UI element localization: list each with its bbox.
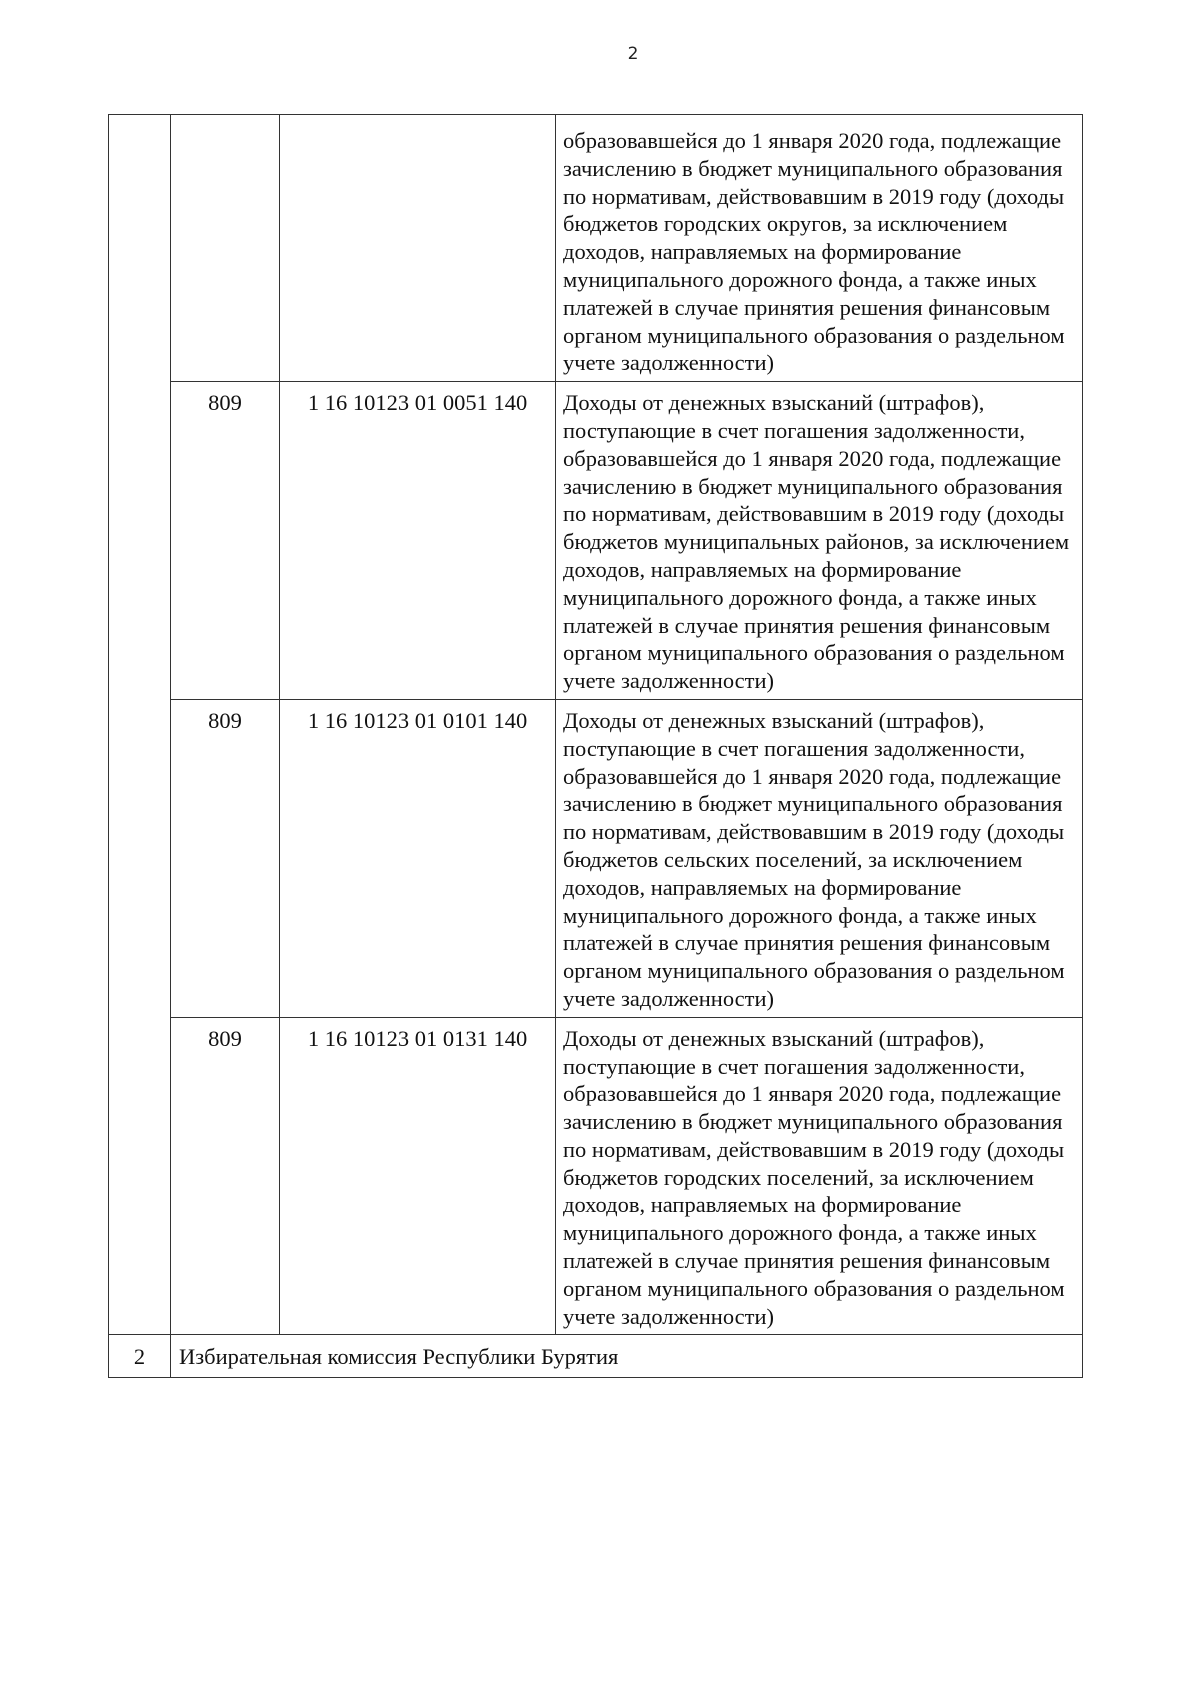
admin-code-cell	[171, 115, 280, 382]
section-title: Избирательная комиссия Республики Бурятия	[171, 1335, 1083, 1378]
page-number: 2	[627, 44, 639, 64]
description-cell	[556, 115, 1083, 382]
section-header-row	[109, 1335, 1083, 1378]
table-row	[109, 699, 1083, 1017]
description-cell	[556, 699, 1083, 1017]
description-cell	[556, 382, 1083, 700]
table-row	[109, 1017, 1083, 1335]
kbk-code-cell: 1 16 10123 01 0131 140	[280, 1017, 556, 1335]
section-number-cell	[109, 115, 171, 1335]
description-text: Доходы от денежных взысканий (штрафов), поступающие в счет погашения задолженности, образовавшейся до 1 января 2020 года, подлежащие зачислению в бюджет муниципального образования по нормативам, действовавшим в 2019 году (доходы бюджетов городских поселений, за исключением доходов, направляемых на формирование муниципального дорожного фонда, а также иных платежей в случае принятия решения финансовым органом муниципального образования о раздельном учете задолженности)	[563, 1025, 1065, 1329]
description-text: Доходы от денежных взысканий (штрафов), поступающие в счет погашения задолженности, образовавшейся до 1 января 2020 года, подлежащие зачислению в бюджет муниципального образования по нормативам, действовавшим в 2019 году (доходы бюджетов муниципальных районов, за исключением доходов, направляемых на формирование муниципального дорожного фонда, а также иных платежей в случае принятия решения финансовым органом муниципального образования о раздельном учете задолженности)	[563, 390, 1070, 694]
description-text: образовавшейся до 1 января 2020 года, подлежащие зачислению в бюджет муниципального образования по нормативам, действовавшим в 2019 году (доходы бюджетов городских округов, за исключением доходов, направляемых на формирование муниципального дорожного фонда, а также иных платежей в случае принятия решения финансовым органом муниципального образования о раздельном учете задолженности)	[563, 128, 1065, 376]
description-text: Доходы от денежных взысканий (штрафов), поступающие в счет погашения задолженности, образовавшейся до 1 января 2020 года, подлежащие зачислению в бюджет муниципального образования по нормативам, действовавшим в 2019 году (доходы бюджетов сельских поселений, за исключением доходов, направляемых на формирование муниципального дорожного фонда, а также иных платежей в случае принятия решения финансовым органом муниципального образования о раздельном учете задолженности)	[563, 707, 1065, 1011]
table-row	[109, 382, 1083, 700]
admin-code-cell: 809	[171, 1017, 280, 1335]
table-row	[109, 115, 1083, 382]
kbk-code-cell: 1 16 10123 01 0051 140	[280, 382, 556, 700]
description-cell	[556, 1017, 1083, 1335]
revenue-codes-table	[108, 114, 1083, 1378]
admin-code-cell: 809	[171, 699, 280, 1017]
kbk-code-cell	[280, 115, 556, 382]
section-number: 2	[109, 1335, 171, 1378]
admin-code-cell: 809	[171, 382, 280, 700]
kbk-code-cell: 1 16 10123 01 0101 140	[280, 699, 556, 1017]
